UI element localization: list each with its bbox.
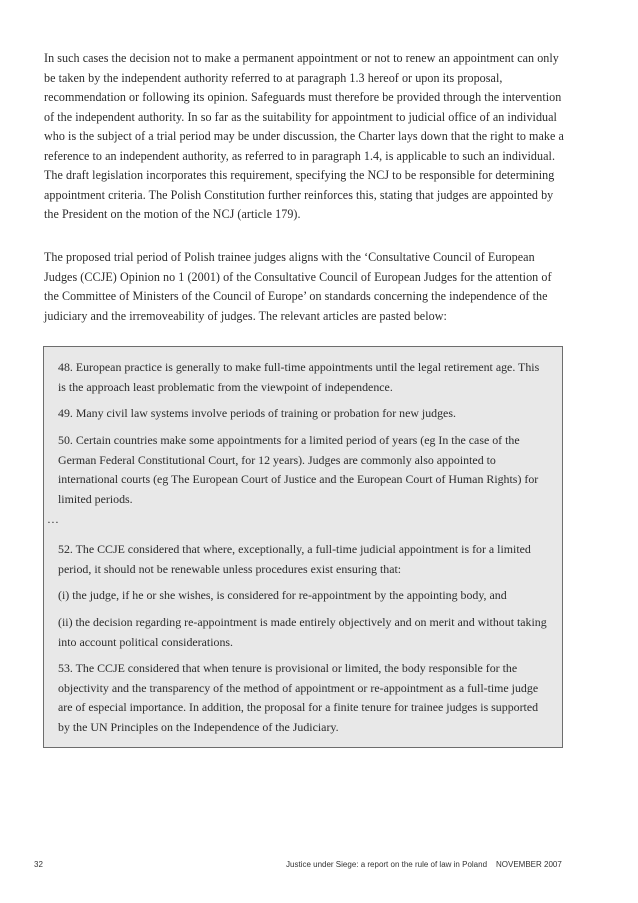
article-50: 50. Certain countries make some appointments for a limited period of years (eg In the case of the German Federal Constitutional Court, for 12 years). Judges are commonly also appointed to international courts (eg The European Court of Justice and the European Court of Human Rights) for limited periods. bbox=[58, 433, 539, 506]
body-paragraph-1: In such cases the decision not to make a permanent appointment or not to renew an appointment can only be taken by the independent authority referred to at paragraph 1.3 hereof or upon its proposal, recommendation or following its opinion. Safeguards must therefore be provided through the intervention of the independent authority. In so far as the suitability for appointment to judicial office of an individual who is the subject of a trial period may be under discussion, the Charter lays down that the right to make a reference to an independent authority, as referred to in paragraph 1.4, is applicable to such an individual. The draft legislation incorporates this requirement, specifying the NCJ to be responsible for determining appointment criteria. The Polish Constitution further reinforces this, stating that judges are appointed by the President on the motion of the NCJ (article 179). bbox=[44, 51, 564, 221]
omission-ellipsis: … bbox=[47, 512, 59, 526]
publication-title: Justice under Siege: a report on the rule of law in Poland bbox=[286, 860, 488, 869]
page-number: 32 bbox=[34, 860, 43, 869]
publication-date: NOVEMBER 2007 bbox=[496, 860, 562, 869]
body-paragraph-2: The proposed trial period of Polish trainee judges aligns with the ‘Consultative Council of European Judges (CCJE) Opinion no 1 (2001) of the Consultative Council of European Judges for the attention of the Committee of Ministers of the Council of Europe’ on standards concerning the independence of the judiciary and the irremoveability of judges. The relevant articles are pasted below: bbox=[44, 250, 552, 323]
quoted-articles-box bbox=[43, 346, 563, 748]
article-53: 53. The CCJE considered that when tenure is provisional or limited, the body responsible for the objectivity and the transparency of the method of appointment or re-appointment as a full-time judge are of especial importance. In addition, the proposal for a finite tenure for trainee judges is supported by the UN Principles on the Independence of the Judiciary. bbox=[58, 661, 539, 734]
article-52-item-ii: (ii) the decision regarding re-appointment is made entirely objectively and on merit and without taking into account political considerations. bbox=[58, 615, 547, 649]
article-49: 49. Many civil law systems involve periods of training or probation for new judges. bbox=[58, 406, 456, 420]
article-52-item-i: (i) the judge, if he or she wishes, is considered for re-appointment by the appointing body, and bbox=[58, 588, 507, 602]
article-52: 52. The CCJE considered that where, exceptionally, a full-time judicial appointment is for a limited period, it should not be renewable unless procedures exist ensuring that: bbox=[58, 542, 531, 576]
article-48: 48. European practice is generally to make full-time appointments until the legal retirement age. This is the approach least problematic from the viewpoint of independence. bbox=[58, 360, 540, 394]
